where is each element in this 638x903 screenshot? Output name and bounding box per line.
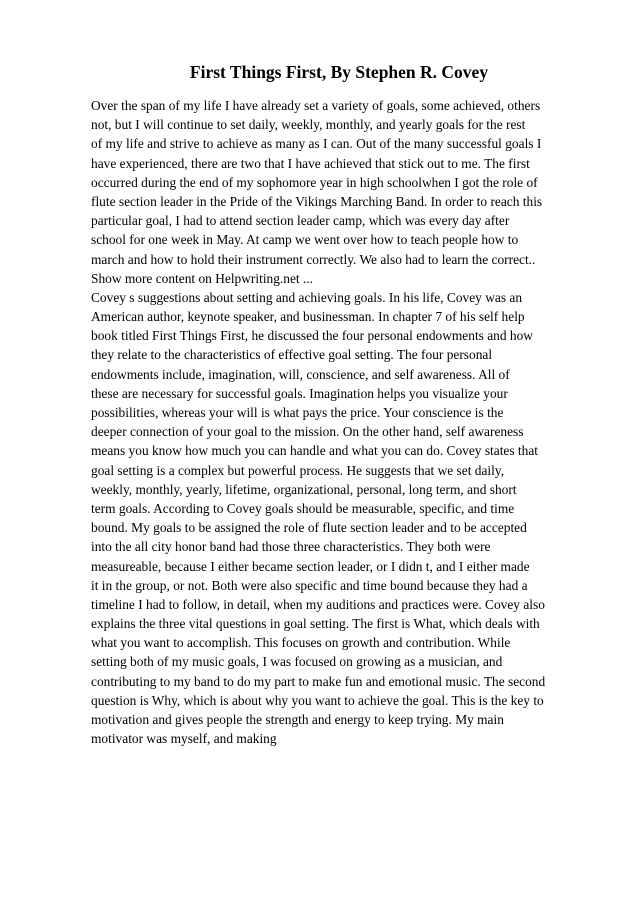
text-line: possibilities, whereas your will is what pays the price. Your conscience is the bbox=[91, 405, 504, 420]
text-line: motivator was myself, and making bbox=[91, 731, 277, 747]
text-line: school for one week in May. At camp we went over how to teach people how to bbox=[91, 232, 519, 248]
text-line: timeline I had to follow, in detail, when my auditions and practices were. Covey also bbox=[91, 596, 545, 612]
text-line: contributing to my band to do my part to make fun and emotional music. The second bbox=[91, 673, 546, 689]
text-line: into the all city honor band had those three characteristics. They both were bbox=[91, 539, 491, 555]
text-line: question is Why, which is about why you want to achieve the goal. This is the key to bbox=[91, 692, 544, 708]
text-line: what you want to accomplish. This focuses on growth and contribution. While bbox=[91, 635, 511, 651]
text-line: not, but I will continue to set daily, weekly, monthly, and yearly goals for the rest bbox=[91, 117, 526, 133]
text-line: have experienced, there are two that I have achieved that stick out to me. The first bbox=[91, 155, 530, 171]
show-more-link[interactable]: Show more content on Helpwriting.net ... bbox=[91, 270, 314, 286]
text-line: flute section leader in the Pride of the Vikings Marching Band. In order to reach this bbox=[91, 193, 543, 209]
text-line: means you know how much you can handle and what you can do. Covey states that bbox=[91, 443, 538, 459]
text-line: Covey s suggestions about setting and achieving goals. In his life, Covey was an bbox=[91, 289, 523, 305]
text-line: it in the group, or not. Both were also specific and time bound because they had a bbox=[91, 577, 528, 593]
text-line: particular goal, I had to attend section leader camp, which was every day after bbox=[91, 213, 510, 229]
text-line: measureable, because I either became section leader, or I didn t, and I either made bbox=[91, 558, 530, 574]
text-line: bound. My goals to be assigned the role of flute section leader and to be accepted bbox=[91, 520, 527, 536]
text-line: setting both of my music goals, I was focused on growing as a musician, and bbox=[91, 654, 503, 670]
text-line: deeper connection of your goal to the mission. On the other hand, self awareness bbox=[91, 424, 524, 440]
text-line: march and how to hold their instrument correctly. We also had to learn the correct.. bbox=[91, 251, 536, 267]
text-line: endowments include, imagination, will, conscience, and self awareness. All of bbox=[91, 366, 510, 382]
text-line: occurred during the end of my sophomore year in high schoolwhen I got the role of bbox=[91, 174, 538, 190]
text-line: they relate to the characteristics of effective goal setting. The four personal bbox=[91, 347, 493, 363]
text-line: of my life and strive to achieve as many as I can. Out of the many successful goals I bbox=[91, 136, 542, 152]
text-line: explains the three vital questions in goal setting. The first is What, which deals with bbox=[91, 616, 540, 632]
text-line: weekly, monthly, yearly, lifetime, organizational, personal, long term, and short bbox=[91, 481, 517, 497]
text-line: goal setting is a complex but powerful process. He suggests that we set daily, bbox=[91, 462, 505, 478]
text-line: American author, keynote speaker, and businessman. In chapter 7 of his self help bbox=[91, 309, 525, 325]
document-title: First Things First, By Stephen R. Covey bbox=[189, 62, 489, 82]
text-line: term goals. According to Covey goals should be measurable, specific, and time bbox=[91, 500, 515, 516]
text-line: motivation and gives people the strength and energy to keep trying. My main bbox=[91, 712, 504, 727]
text-line: these are necessary for successful goals. Imagination helps you visualize your bbox=[91, 385, 508, 401]
document-body bbox=[91, 96, 611, 748]
text-line: Over the span of my life I have already set a variety of goals, some achieved, others bbox=[91, 98, 541, 113]
text-line: book titled First Things First, he discussed the four personal endowments and how bbox=[91, 328, 533, 344]
